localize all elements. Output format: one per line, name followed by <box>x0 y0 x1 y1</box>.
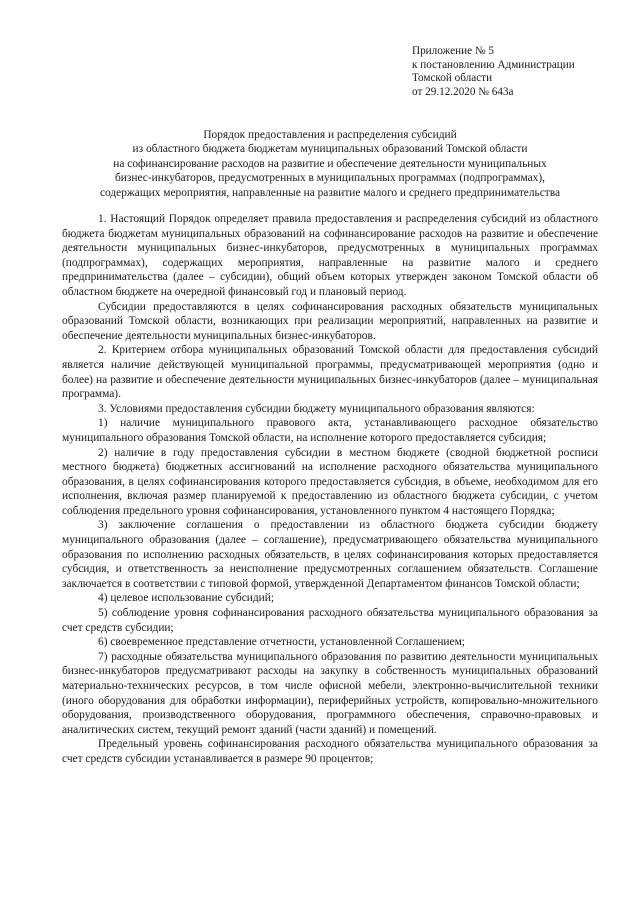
condition-4: 4) целевое использование субсидий; <box>98 592 274 605</box>
condition-5: 5) соблюдение уровня софинансирования расходного обязательства муниципального образования за счет средств субсидии; <box>62 607 598 634</box>
annex-resolution: к постановлению Администрации <box>412 58 575 71</box>
condition-1: 1) наличие муниципального правового акта, устанавливающего расходное обязательство муниципального образования Томской области, на исполнение которого предоставляется субсидия; <box>62 417 598 444</box>
condition-7: 7) расходные обязательства муниципального образования по развитию деятельности муниципальных бизнес-инкубаторов предусматривают расходы на закупку в собственность муниципальных образований материально-технических ресурсов, в том числе офисной мебели, электронно-вычислительной техники (иного оборудования для обработки информации), периферийных устройств, копировально-множительного оборудования, производственного оборудования, программного обеспечения, справочно-правовых и аналитических систем, текущий ремонт зданий (части зданий) и помещений. <box>62 650 598 736</box>
title-line: бизнес-инкубаторов, предусмотренных в муниципальных программах (подпрограммах), <box>114 172 546 185</box>
paragraph-2: 2. Критерием отбора муниципальных образований Томской области для предоставления субсидий является наличие действующей муниципальной программы, предусматривающей мероприятия (одно и более) на развитие и обеспечение деятельности муниципальных бизнес-инкубаторов (далее – муниципальная программа). <box>62 344 598 401</box>
paragraph-3: 3. Условиями предоставления субсидии бюджету муниципального образования являются: <box>98 402 535 415</box>
annex-number: Приложение № 5 <box>412 45 494 57</box>
title-line: Порядок предоставления и распределения субсидий <box>203 129 457 141</box>
annex-date: от 29.12.2020 № 643а <box>412 85 514 98</box>
title-line: на софинансирование расходов на развитие и обеспечение деятельности муниципальных <box>113 157 547 170</box>
document-body <box>62 212 598 767</box>
paragraph-subsidies-purpose: Субсидии предоставляются в целях софинансирования расходных обязательств муниципальных образований Томской области, возникающих при реализации мероприятий, направленных на развитие и обеспечение деятельности муниципальных бизнес-инкубаторов. <box>62 300 598 342</box>
condition-6: 6) своевременное представление отчетности, установленной Соглашением; <box>98 636 465 649</box>
annex-header <box>412 45 612 99</box>
title-line: содержащих мероприятия, направленные на развитие малого и среднего предпринимательства <box>99 186 561 199</box>
condition-3: 3) заключение соглашения о предоставлении из областного бюджета субсидии бюджету муниципального образования (далее – соглашение), предусматривающего обязательства муниципального образования по исполнению расходных обязательств, в целях софинансирования которых предоставляется субсидия, и ответственность за неисполнение предусмотренных соглашением обязательств. Соглашение заключается в соответствии с типовой формой, утвержденной Департаментом финансов Томской области; <box>62 519 598 590</box>
title-line: из областного бюджета бюджетам муниципальных образований Томской области <box>132 143 528 156</box>
annex-region: Томской области <box>412 72 493 84</box>
paragraph-1: 1. Настоящий Порядок определяет правила предоставления и распределения субсидий из областного бюджета бюджетам муниципальных образований на софинансирование расходов на развитие и обеспечение деятельности муниципальных бизнес-инкубаторов, предусмотренных в муниципальных программах (подпрограммах), содержащих мероприятия, направленные на развитие малого и среднего предпринимательства (далее – субсидии), общий объем которых утвержден законом Томской области об областном бюджете на очередной финансовый год и плановый период. <box>62 213 598 298</box>
condition-2: 2) наличие в году предоставления субсидии в местном бюджете (сводной бюджетной росписи местного бюджета) бюджетных ассигнований на исполнение расходного обязательства муниципального образования, в целях софинансирования которого предоставляется субсидия, в объеме, необходимом для его исполнения, включая размер планируемой к предоставлению из областного бюджета субсидии, с учетом соблюдения предельного уровня софинансирования, установленного пунктом 4 настоящего Порядка; <box>62 446 598 517</box>
document-title <box>62 128 598 200</box>
paragraph-cofinancing-limit: Предельный уровень софинансирования расходного обязательства муниципального образования за счет средств субсидии устанавливается в размере 90 процентов; <box>62 738 598 765</box>
